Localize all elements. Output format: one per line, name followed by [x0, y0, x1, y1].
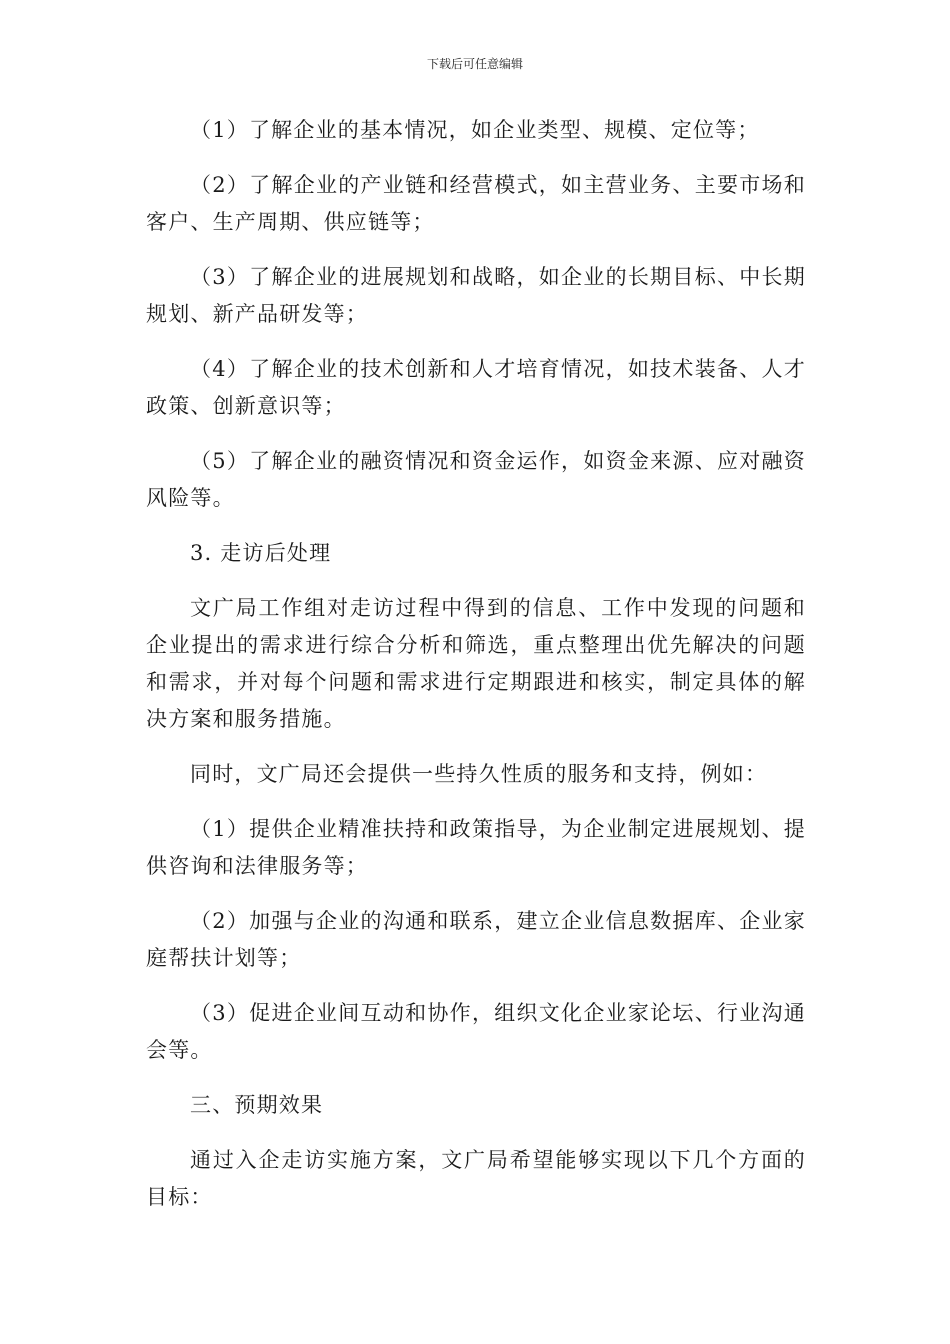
list-item-collaboration: （3）促进企业间互动和协作，组织文化企业家论坛、行业沟通会等。 [146, 1001, 806, 1062]
paragraph-ongoing-services: 同时，文广局还会提供一些持久性质的服务和支持，例如： [190, 762, 768, 786]
list-item-industry-chain: （2）了解企业的产业链和经营模式，如主营业务、主要市场和客户、生产周期、供应链等； [146, 173, 806, 234]
paragraph-expected-goals: 通过入企走访实施方案，文广局希望能够实现以下几个方面的目标： [146, 1148, 806, 1209]
list-item-financing: （5）了解企业的融资情况和资金运作，如资金来源、应对融资风险等。 [146, 449, 806, 510]
list-item-basic-info: （1）了解企业的基本情况，如企业类型、规模、定位等； [190, 118, 760, 142]
paragraph-post-visit-processing: 文广局工作组对走访过程中得到的信息、工作中发现的问题和企业提出的需求进行综合分析和筛选，重点整理出优先解决的问题和需求，并对每个问题和需求进行定期跟进和核实，制定具体的解决方案和服务措施。 [146, 596, 806, 731]
page-header-note: 下载后可任意编辑 [426, 57, 523, 71]
section-heading-expected-results: 三、预期效果 [190, 1093, 324, 1117]
list-item-policy-support: （1）提供企业精准扶持和政策指导，为企业制定进展规划、提供咨询和法律服务等； [146, 817, 806, 878]
list-item-tech-talent: （4）了解企业的技术创新和人才培育情况，如技术装备、人才政策、创新意识等； [146, 357, 806, 418]
list-item-development-plan: （3）了解企业的进展规划和战略，如企业的长期目标、中长期规划、新产品研发等； [146, 265, 806, 326]
document-body [146, 112, 806, 1216]
list-item-communication: （2）加强与企业的沟通和联系，建立企业信息数据库、企业家庭帮扶计划等； [146, 909, 806, 970]
section-heading-post-visit: 3. 走访后处理 [190, 541, 332, 565]
